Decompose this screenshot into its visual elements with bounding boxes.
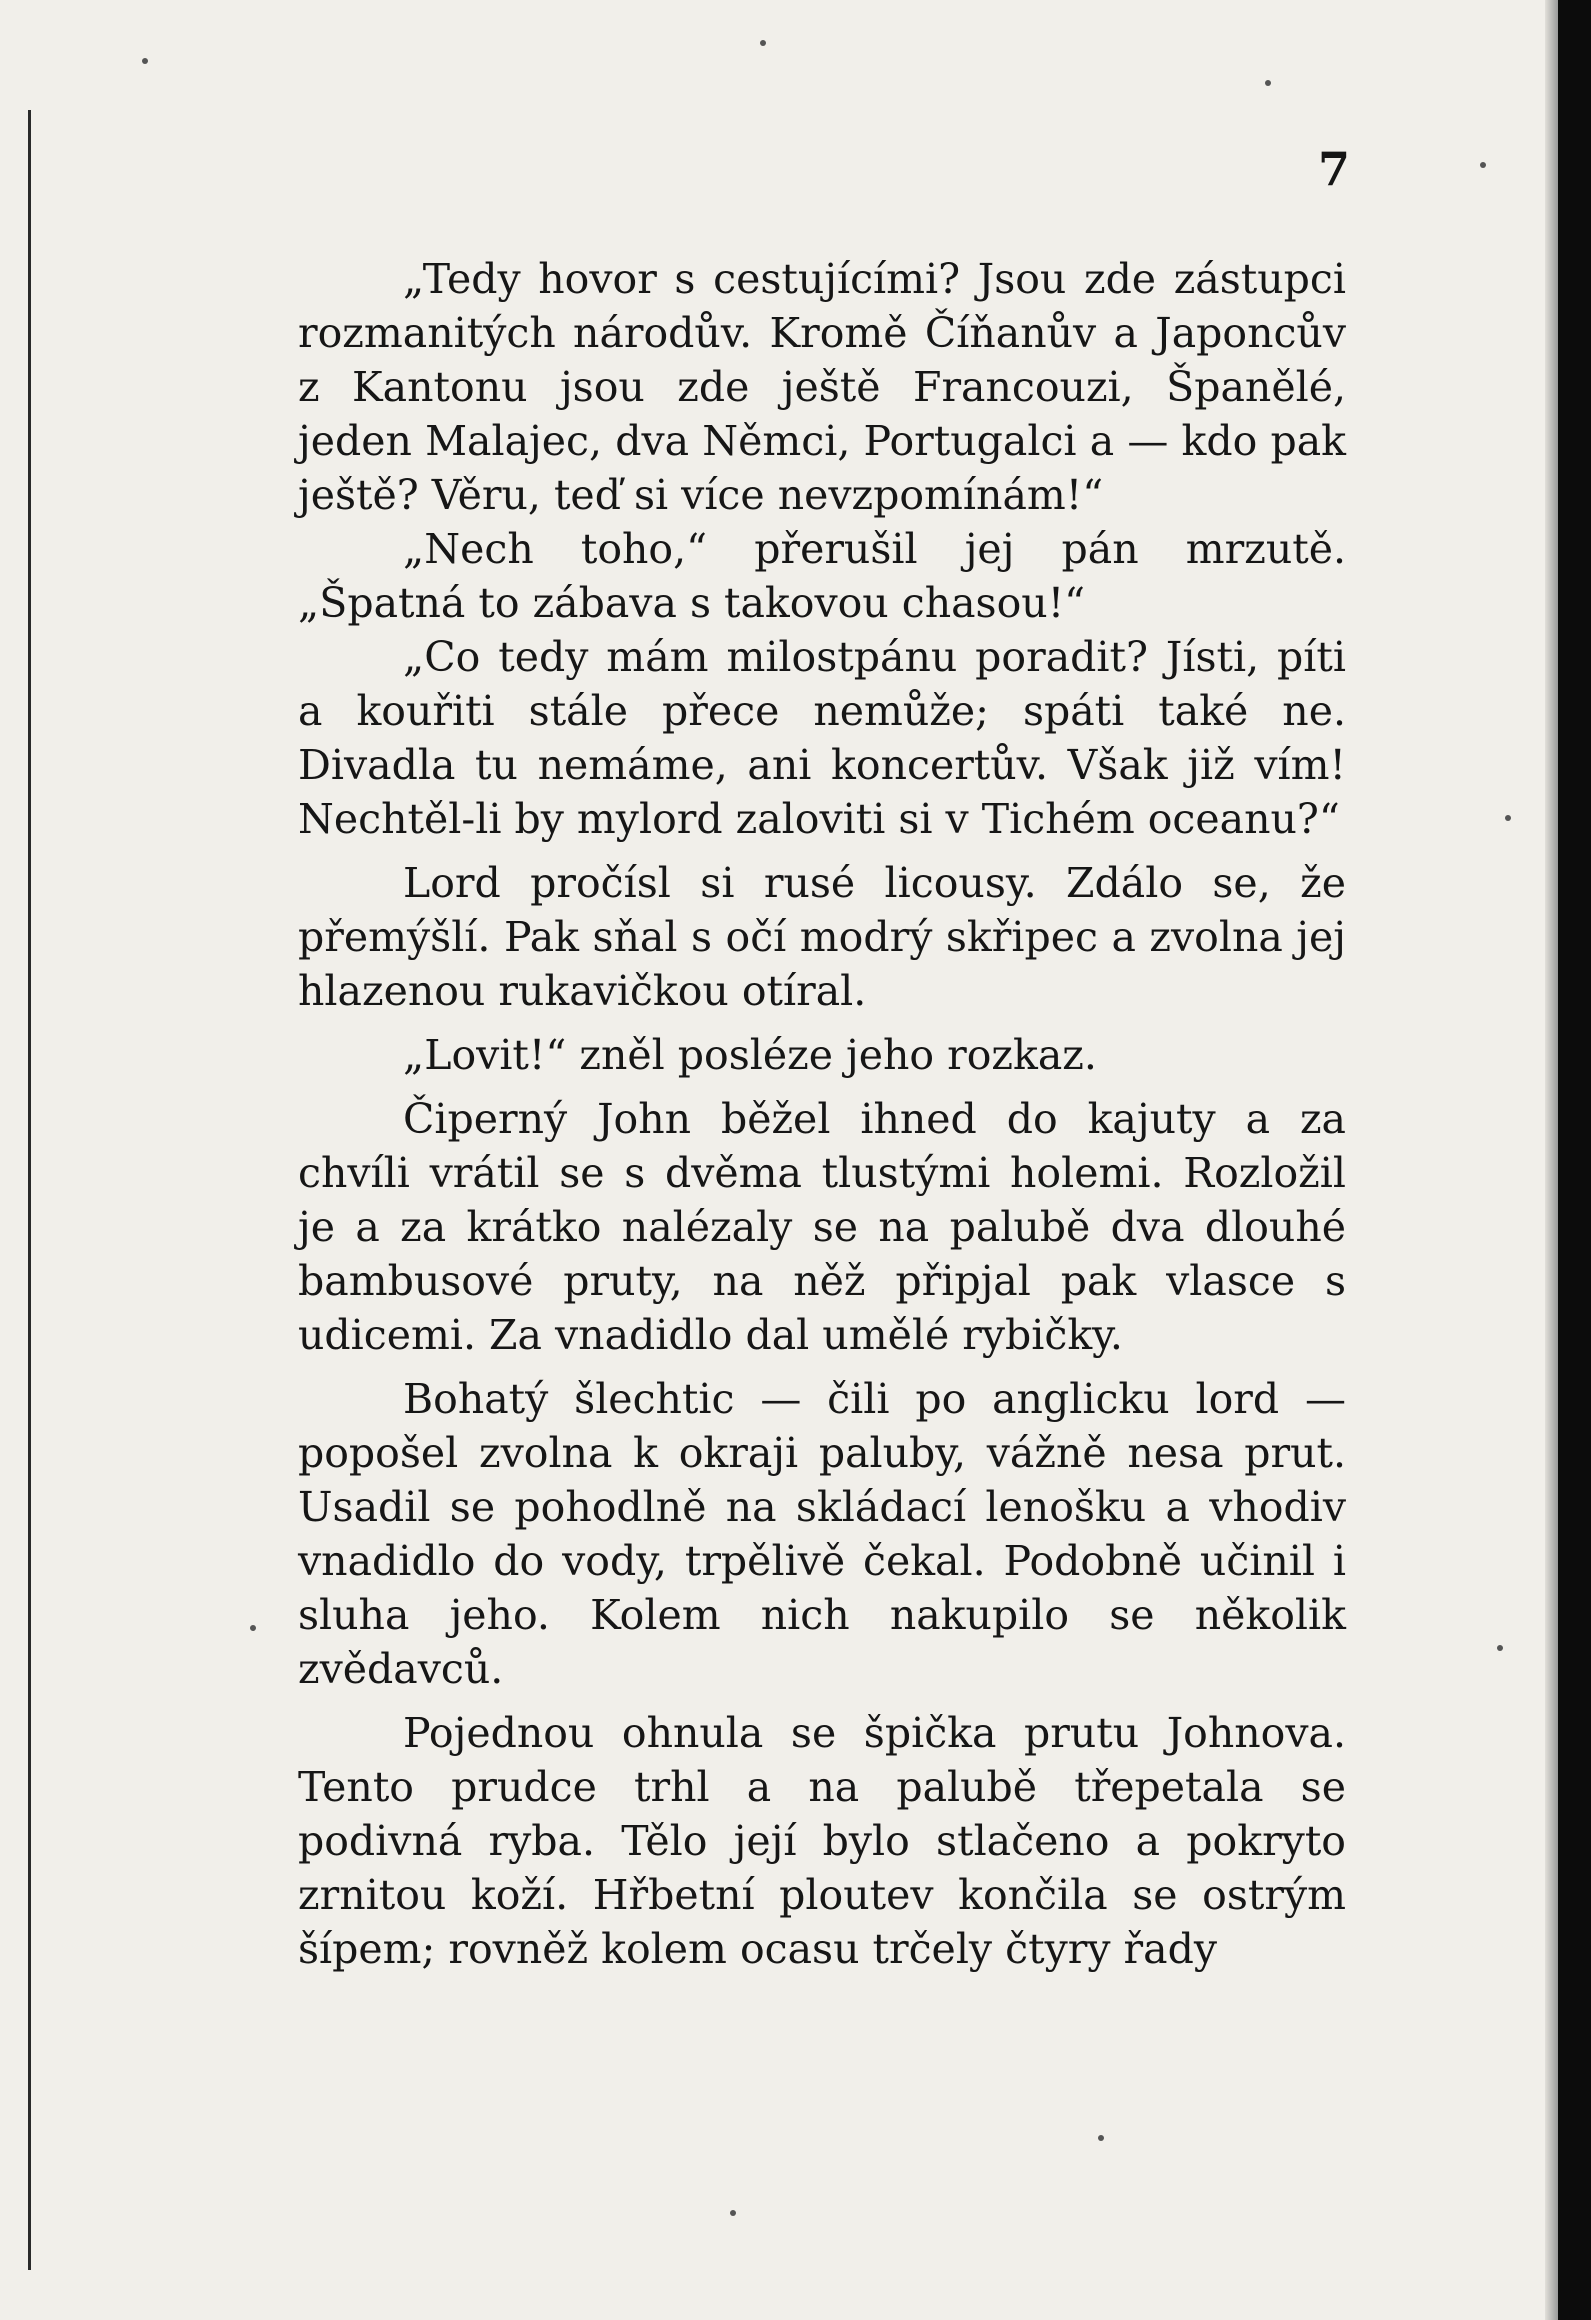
- paragraph: Bohatý šlechtic — čili po anglicku lord — popošel zvolna k okraji paluby, vážně nesa prut. Usadil se pohodlně na skládací lenošku a vhodiv vnadidlo do vody, trpělivě čekal. Podobně učinil i sluha jeho. Kolem nich nakupilo se několik zvědavců.: [298, 1375, 1346, 1693]
- paragraph: „Nech toho,“ přerušil jej pán mrzutě. „Špatná to zábava s takovou chasou!“: [298, 525, 1346, 627]
- paragraph: Lord pročísl si rusé licousy. Zdálo se, že přemýšlí. Pak sňal s očí modrý skřipec a zvolna jej hlazenou rukavičkou otíral.: [298, 859, 1346, 1015]
- scan-speck: [1265, 80, 1271, 86]
- paragraph: „Co tedy mám milostpánu poradit? Jísti, píti a kouřiti stále přece nemůže; spáti také ne. Divadla tu nemáme, ani koncertův. Však již vím! Nechtěl-li by mylord zaloviti si v Tichém oceanu?“: [298, 633, 1346, 843]
- scan-speck: [142, 58, 148, 64]
- paragraph: Čiperný John běžel ihned do kajuty a za chvíli vrátil se s dvěma tlustými holemi. Rozložil je a za krátko nalézaly se na palubě dva dlouhé bambusové pruty, na něž připjal pak vlasce s udicemi. Za vnadidlo dal umělé rybičky.: [298, 1095, 1346, 1359]
- paragraph: „Lovit!“ zněl posléze jeho rozkaz.: [403, 1031, 1097, 1079]
- scan-speck: [1497, 1645, 1503, 1651]
- body-text: [298, 252, 1346, 1976]
- scan-speck: [730, 2210, 736, 2216]
- page-number: 7: [1318, 142, 1351, 196]
- scan-speck: [1098, 2135, 1104, 2141]
- binding-edge: [28, 110, 31, 2270]
- page-edge-shadow: [1545, 0, 1558, 2320]
- paragraph: „Tedy hovor s cestujícími? Jsou zde zástupci rozmanitých národův. Kromě Číňanův a Japoncův z Kantonu jsou zde ještě Francouzi, Španělé, jeden Malajec, dva Němci, Portugalci a — kdo pak ještě? Věru, teď si více nevzpomínám!“: [298, 255, 1346, 519]
- scan-speck: [250, 1625, 256, 1631]
- paragraph: Pojednou ohnula se špička prutu Johnova. Tento prudce trhl a na palubě třepetala se podivná ryba. Tělo její bylo stlačeno a pokryto zrnitou koží. Hřbetní ploutev končila se ostrým šípem; rovněž kolem ocasu trčely čtyry řady: [298, 1709, 1346, 1973]
- scan-speck: [1480, 162, 1486, 168]
- scan-speck: [760, 40, 766, 46]
- scan-speck: [1505, 815, 1511, 821]
